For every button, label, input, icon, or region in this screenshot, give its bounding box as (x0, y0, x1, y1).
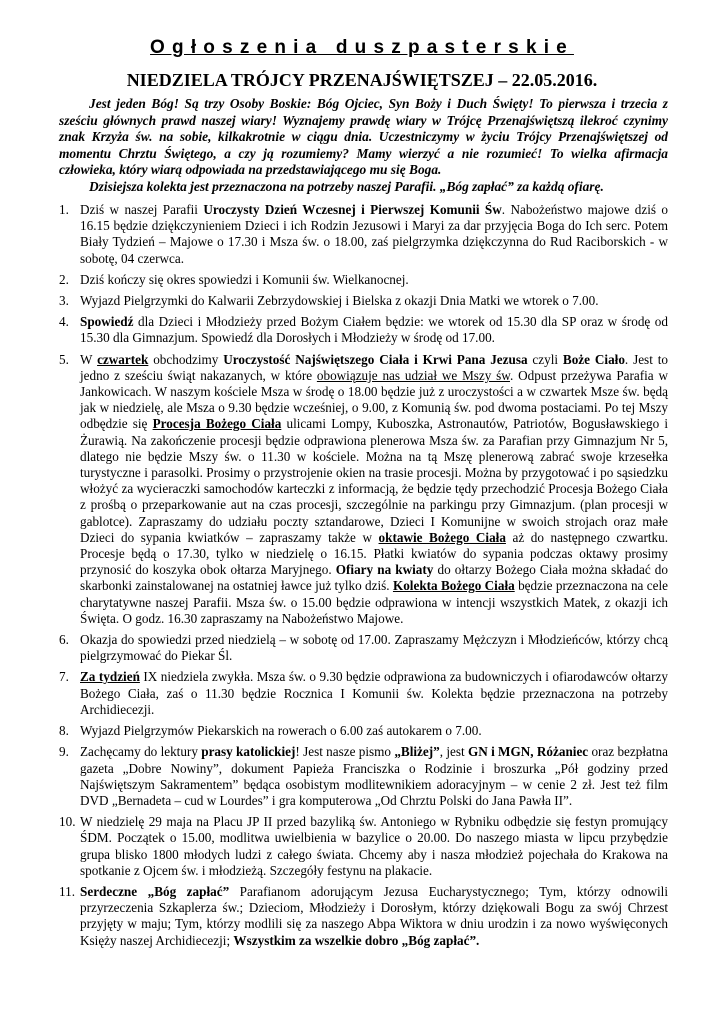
list-item-text: Wyjazd Pielgrzymki do Kalwarii Zebrzydowskiej i Bielska z okazji Dnia Matki we wtorek o 7.00. (80, 293, 599, 309)
list-item-text: dla Dzieci i Młodzieży przed Bożym Ciałem będzie: we wtorek od 15.30 dla SP oraz w środę od 15.30 dla Gimnazjum. Spowiedź dla Dorosłych i Młodzieży w środę od 17.00. (80, 314, 668, 346)
list-item-text: będzie przeznaczona na cele charytatywne naszej Parafii. Msza św. o 15.00 będzie odprawiona w intencji wszystkich Matek, z okazji ich Święta. O godz. 16.30 zapraszamy na Nabożeństwo Majowe. (80, 578, 668, 626)
list-item-number: 7. (59, 669, 69, 685)
list-item-number: 3. (59, 293, 69, 309)
page-subtitle: NIEDZIELA TRÓJCY PRZENAJŚWIĘTSZEJ – 22.05.2016. (126, 70, 598, 90)
list-item-text: Dziś w naszej Parafii (80, 202, 204, 217)
list-item-text: W niedzielę 29 maja na Placu JP II przed bazyliką św. Antoniego w Rybniku odbędzie się festyn promujący ŚDM. Początek o 15.00, modlitwa uwielbienia w bazylice o 20.00. Do naszego miasta w lipcu przybędzie grupa blisko 1800 młodych ludzi z całego świata. Chcemy aby i nasza młodzież pojechała do Krakowa na spotkanie z Ojcem św. i młodzieżą. Szczegóły festynu na plakacie. (80, 814, 668, 878)
list-item-text: obowiązuje nas udział we Mszy św (316, 367, 510, 383)
list-item-text: GN i MGN, Różaniec (467, 744, 589, 760)
list-item (59, 884, 668, 949)
list-item-text: Dziś kończy się okres spowiedzi i Komunii św. Wielkanocnej. (80, 271, 409, 287)
list-item-text: Serdeczne „Bóg zapłać” (80, 883, 230, 899)
list-item-number: 9. (59, 744, 69, 760)
list-item-text: Ofiary na kwiaty (335, 562, 434, 578)
list-item-number: 6. (59, 632, 69, 648)
list-item-text: Boże Ciało (562, 351, 625, 367)
intro-section (59, 96, 668, 195)
list-item (59, 669, 668, 718)
list-item-text: prasy katolickiej (201, 744, 296, 760)
kolekta-note: Dzisiejsza kolekta jest przeznaczona na potrzeby naszej Parafii. „Bóg zapłać” za każdą ofiarę. (89, 178, 604, 194)
list-item-number: 10. (59, 814, 76, 830)
list-item-text: czwartek (97, 351, 149, 367)
list-item (59, 744, 668, 809)
list-item-text: . Odpust przeżywa Parafia w Jankowicach. W naszym kościele Msza w środę o 18.00 będzie już z uroczystości a w czwartek Msze św. będą jak w niedzielę, ale Msza o 9.30 będzie wcześniej, o 9.00, z Komunią św. pod dwoma postaciami. Po tej Mszy odbędzie się (80, 367, 668, 432)
list-item-text: Uroczystość Najświętszego Ciała i Krwi Pana Jezusa (223, 351, 528, 367)
list-item (59, 202, 668, 267)
list-item-text: , jest (439, 744, 468, 760)
list-item-text: oktawie Bożego Ciała (378, 529, 506, 545)
intro-paragraph: Jest jeden Bóg! Są trzy Osoby Boskie: Bóg Ojciec, Syn Boży i Duch Święty! To pierwsza i trzecia z sześciu głównych prawd naszej wiary! Wyznajemy prawdę wiary w Trójcę Przenajświętszą ilekroć czynimy znak Krzyża św. na sobie, kilkakrotnie w ciągu dnia. Uczestniczymy w życiu Trójcy Przenajświętszej od momentu Chrztu Świętego, a czy ją rozumiemy? Mamy wierzyć a nie rozumieć! To wielka afirmacja człowieka, który wiarą odpowiada na przedstawiającego mu się Boga. (59, 96, 668, 177)
list-item-text: ulicami Lompy, Kuboszka, Astronautów, Patriotów, Bogusławskiego i Żurawią. Na zakończenie procesji będzie odprawiona plenerowa Msza św. za Parafian przy Gimnazjum Nr 5, dlatego nie będzie Mszy św. o 11.30 w kościele. Można na tą Mszę plenerową zabrać swoje krzesełka turystyczne i parasolki. Prosimy o przystrojenie okien na trasie procesji. Można by przygotować i po sąsiedzku włożyć za wycieraczki samochodów karteczki z informacją, że będzie tędy przechodzić Procesja Bożego Ciała z prośbą o przeparkowanie aut na czas procesji, szczególnie na parkingu przy Gimnazjum. (plan procesji w gablotce). Zapraszamy do udziału poczty sztandarowe, Dzieci I Komunijne w swoich strojach oraz małe Dzieci do sypania kwiatków – zapraszamy także w (80, 416, 668, 545)
list-item (59, 314, 668, 346)
announcement-list (59, 202, 668, 954)
list-item-text: Wszystkim za wszelkie dobro „Bóg zapłać”. (233, 932, 480, 948)
list-item-text: W (80, 351, 98, 367)
list-item-number: 11. (59, 883, 75, 899)
list-item-text: czyli (527, 351, 563, 367)
list-item-text: Za tydzień (80, 669, 140, 685)
list-item-text: ! Jest nasze pismo (295, 744, 395, 760)
list-item-text: oraz bezpłatna gazeta „Dobre Nowiny”, dokument Papieża Franciszka o Rodzinie i broszurka „Pół godziny przed Najświętszym Sakramentem” będąca osobistym modlitewnikiem adoracyjnym – w cenie 2 zł. Jest też film DVD „Bernadeta – cud w Lourdes” i gra komputerowa „Od Chrztu Polski do Jana Pawła II”. (80, 744, 668, 808)
list-item-text: IX niedziela zwykła. Msza św. o 9.30 będzie odprawiona za budowniczych i ofiarodawców ołtarzy Bożego Ciała, zaś o 11.30 będzie Rocznica I Komunii św. Kolekta będzie przeznaczona na potrzeby Archidiecezji. (80, 669, 668, 717)
list-item-text: „Bliżej” (394, 744, 440, 760)
list-item (59, 723, 668, 739)
list-item-text: . Jest to jedno z sześciu świąt nakazanych, w które (80, 351, 668, 383)
list-item-number: 2. (59, 271, 69, 287)
page-title: Ogłoszenia duszpasterskie (150, 37, 574, 58)
list-item-text: Okazja do spowiedzi przed niedzielą – w sobotę od 17.00. Zapraszamy Mężczyzn i Młodzieńców, którzy chcą pielgrzymować do Piekar Śl. (80, 632, 668, 664)
list-item-text: aż do następnego czwartku. Procesje będą o 17.30, tylko w niedzielę o 16.15. Płatki kwiatów do sypania podczas oktawy prosimy przynosić do koszyka obok ołtarza Maryjnego. (80, 529, 669, 578)
list-item-text: Spowiedź (80, 314, 134, 330)
list-item-text: Kolekta Bożego Ciała (392, 578, 515, 594)
list-item-number: 8. (59, 723, 69, 739)
list-item-text: obchodzimy (148, 351, 224, 367)
list-item (59, 814, 668, 879)
list-item (59, 352, 668, 627)
list-item-text: Uroczysty Dzień Wczesnej i Pierwszej Komunii Św (203, 202, 502, 217)
list-item-text: Parafianom adorującym Jezusa Eucharystycznego; Tym, którzy odnowili przyrzeczenia Szkaplerza św.; Dzieciom, Młodzieży i Dorosłym, którzy dziękowali Bogu za swój Chrzest przyjęty w maju; Tym, którzy modlili się za naszego Abpa Wiktora w dniu urodzin i za nowo wyświęconych Księży naszej Archidiecezji; (80, 883, 669, 948)
list-item (59, 632, 668, 664)
list-item-text: . Nabożeństwo majowe dziś o 16.15 będzie dziękczynieniem Dzieci i ich Rodzin Jezusowi i Maryi za dar przyjęcia Boga do Ich serc. Potem Biały Tydzień – Majowe o 17.30 i Msza św. o 18.00, zaś pielgrzymka dziękczynna do Rud Raciborskich - w sobotę, 04 czerwca. (80, 202, 668, 266)
list-item (59, 293, 668, 309)
list-item-text: Procesja Bożego Ciała (152, 416, 282, 432)
list-item (59, 272, 668, 288)
list-item-number: 1. (59, 202, 69, 217)
list-item-text: Zachęcamy do lektury (80, 744, 202, 760)
list-item-text: Wyjazd Pielgrzymów Piekarskich na rowerach o 6.00 zaś autokarem o 7.00. (80, 723, 482, 739)
list-item-number: 5. (59, 351, 69, 367)
list-item-text: do ołtarzy Bożego Ciała można składać do skarbonki zainstalowanej na ostatniej ławce już tylko dziś. (80, 562, 668, 594)
list-item-number: 4. (59, 314, 69, 330)
